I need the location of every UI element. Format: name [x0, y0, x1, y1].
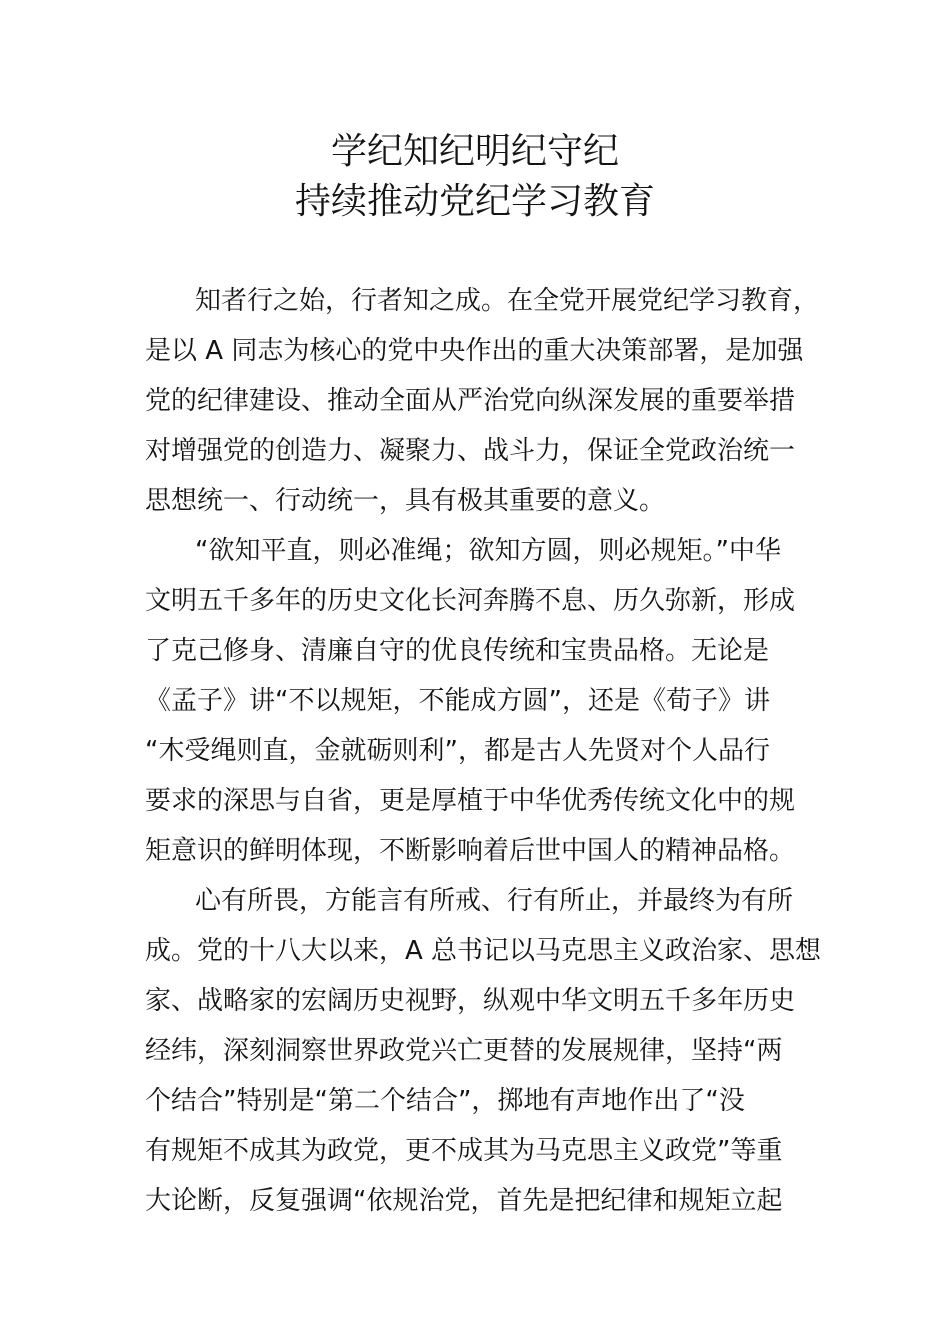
paragraph-2-line-2: 文明五千多年的历史文化长河奔腾不息、历久弥新，形成: [145, 586, 796, 616]
paragraph-2-line-7: 矩意识的鲜明体现，不断影响着后世中国人的精神品格。: [145, 836, 796, 866]
paragraph-3-line-7: 大论断，反复强调“依规治党，首先是把纪律和规矩立起: [145, 1186, 783, 1216]
paragraph-2-line-6: 要求的深思与自省，更是厚植于中华优秀传统文化中的规: [145, 786, 796, 816]
paragraph-2-line-5: “木受绳则直，金就砺则利”，都是古人先贤对个人品行: [145, 736, 770, 766]
paragraph-2-line-4: 《孟子》讲“不以规矩，不能成方圆”，还是《荀子》讲: [145, 686, 770, 716]
paragraph-3-line-3: 家、战略家的宏阔历史视野，纵观中华文明五千多年历史: [145, 986, 796, 1016]
paragraph-1-line-4: 对增强党的创造力、凝聚力、战斗力，保证全党政治统一: [145, 436, 796, 466]
paragraph-3-line-1: 心有所畏，方能言有所戒、行有所止，并最终为有所: [195, 886, 794, 916]
paragraph-1-line-5: 思想统一、行动统一，具有极其重要的意义。: [145, 486, 666, 516]
paragraph-2-line-3: 了克己修身、清廉自守的优良传统和宝贵品格。无论是: [145, 636, 770, 666]
paragraph-1-line-1: 知者行之始，行者知之成。在全党开展党纪学习教育，: [195, 286, 820, 316]
paragraph-3-line-4: 经纬，深刻洞察世界政党兴亡更替的发展规律，坚持“两: [145, 1036, 783, 1066]
paragraph-1-line-3: 党的纪律建设、推动全面从严治党向纵深发展的重要举措: [145, 386, 796, 416]
document-title-line-1: 学纪知纪明纪守纪: [330, 131, 619, 172]
paragraph-1-line-2: 是以 A 同志为核心的党中央作出的重大决策部署，是加强: [145, 336, 804, 366]
document-title-line-2: 持续推动党纪学习教育: [294, 181, 655, 222]
paragraph-3-line-2: 成。党的十八大以来，A 总书记以马克思主义政治家、思想: [145, 936, 822, 966]
paragraph-3-line-5: 个结合”特别是“第二个结合”，掷地有声地作出了“没: [145, 1086, 745, 1116]
paragraph-2-line-1: “欲知平直，则必准绳；欲知方圆，则必规矩。”中华: [195, 536, 781, 566]
paragraph-3-line-6: 有规矩不成其为政党，更不成其为马克思主义政党”等重: [145, 1136, 783, 1166]
